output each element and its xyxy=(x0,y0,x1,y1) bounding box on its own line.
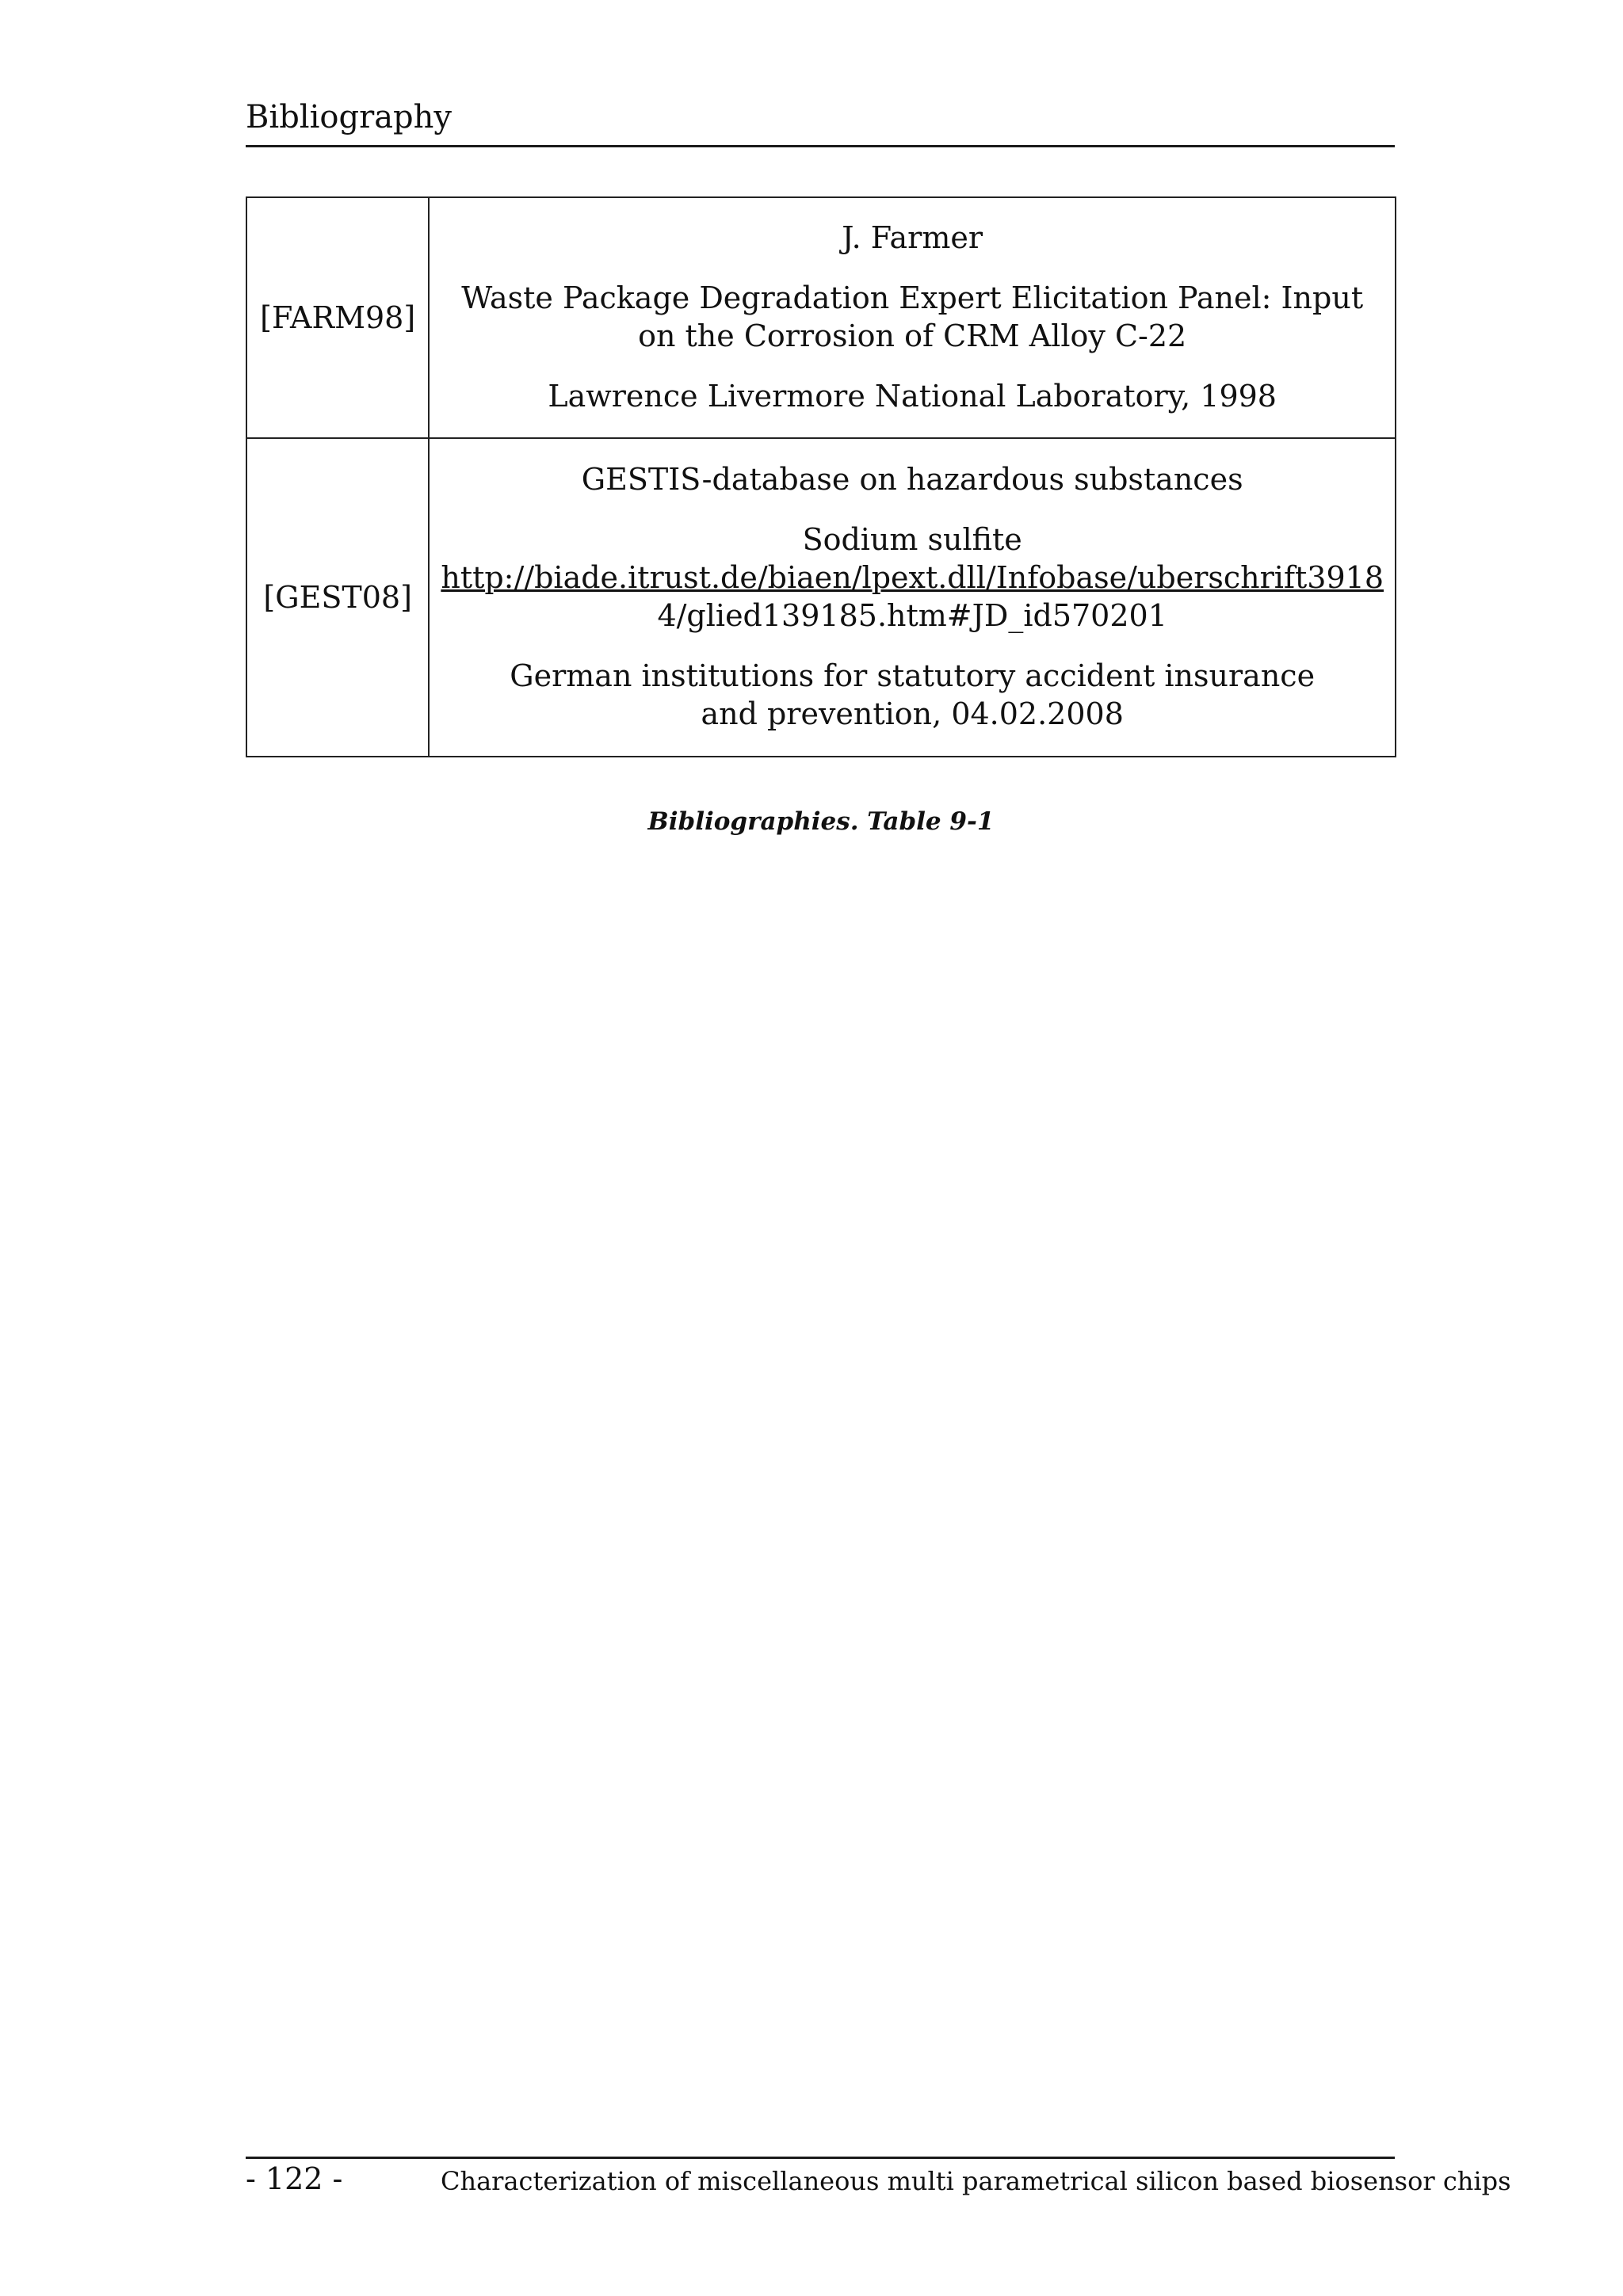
reference-key: [GEST08] xyxy=(246,438,429,757)
reference-author: GESTIS-database on hazardous substances xyxy=(581,462,1243,497)
table-caption: Bibliographies. Table 9-1 xyxy=(647,807,995,836)
reference-title: Sodium sulfite xyxy=(802,522,1022,557)
section-title: Bibliography xyxy=(246,99,452,135)
running-footer: Characterization of miscellaneous multi parametrical silicon based biosensor chips xyxy=(441,2166,1511,2196)
reference-title: Waste Package Degradation Expert Elicitation Panel: Input on the Corrosion of CRM Alloy C-22 xyxy=(461,280,1364,353)
reference-source: Lawrence Livermore National Laboratory, 1998 xyxy=(548,379,1277,414)
table-row xyxy=(246,197,1396,438)
reference-key: [FARM98] xyxy=(246,197,429,438)
page-number: - 122 - xyxy=(246,2161,343,2196)
reference-entry xyxy=(429,438,1396,757)
running-header xyxy=(246,93,1395,147)
footer-divider xyxy=(246,2157,1395,2159)
reference-url-continuation: 4/glied139185.htm#JD_id570201 xyxy=(657,598,1167,633)
bibliography-table xyxy=(246,196,1396,757)
reference-entry xyxy=(429,197,1396,438)
reference-url-link[interactable]: http://biade.itrust.de/biaen/lpext.dll/Infobase/uberschrift3918 xyxy=(441,560,1384,595)
reference-author: J. Farmer xyxy=(842,220,983,255)
table-row xyxy=(246,438,1396,757)
reference-source: German institutions for statutory accident insurance and prevention, 04.02.2008 xyxy=(510,658,1316,731)
reference-title-and-link xyxy=(441,521,1384,635)
